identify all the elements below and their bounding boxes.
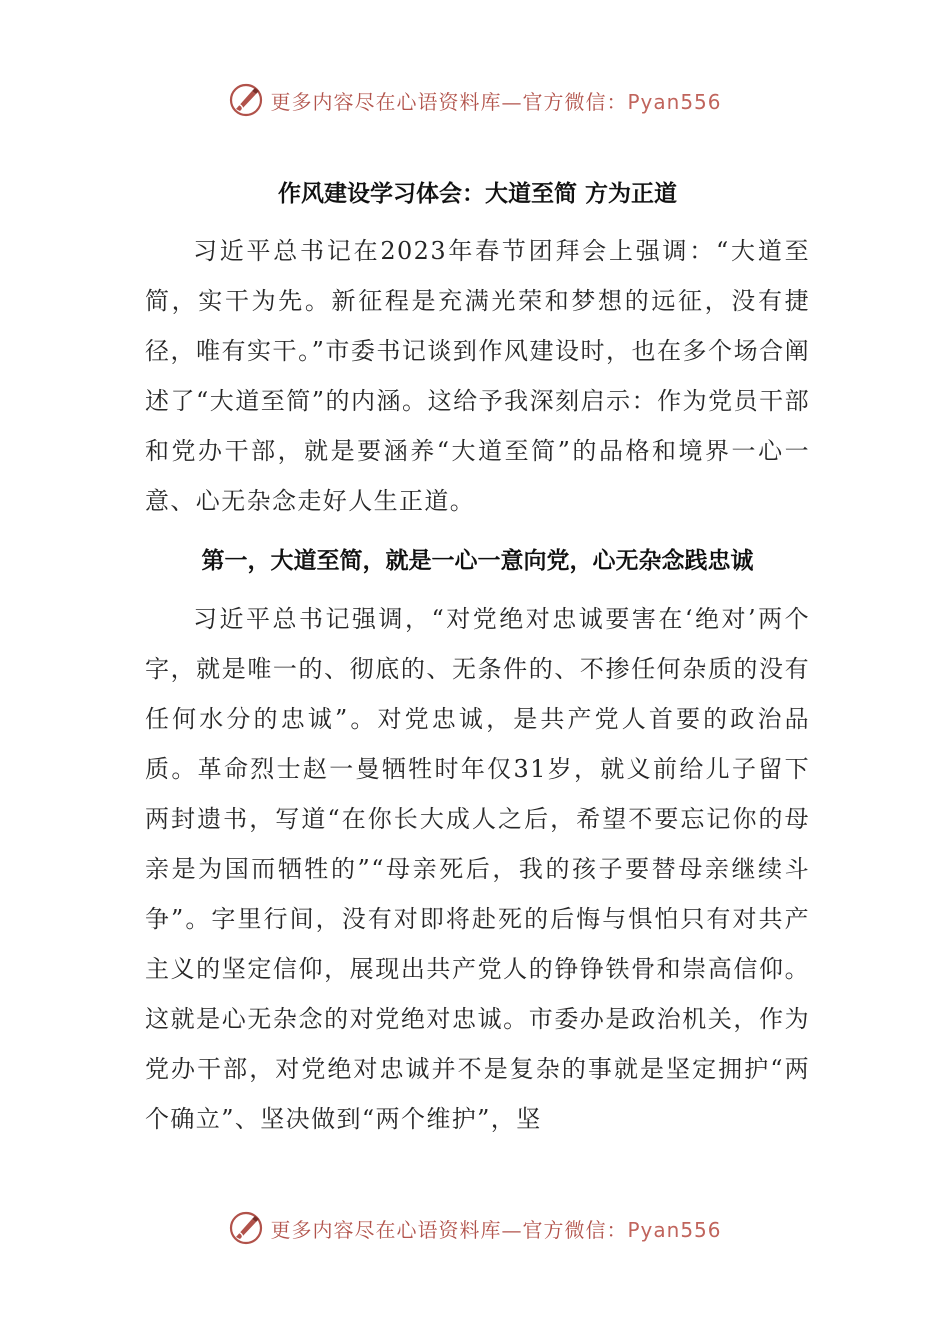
banner-text: 更多内容尽在心语资料库—官方微信：Pyan556: [270, 89, 722, 114]
paragraph-section-1: 习近平总书记强调，“对党绝对忠诚要害在‘绝对’两个字，就是唯一的、彻底的、无条件的、不掺任何杂质的没有任何水分的忠诚”。对党忠诚，是共产党人首要的政治品质。革命烈士赵一曼牺牲时年仅31岁，就义前给儿子留下两封遗书，写道“在你长大成人之后，希望不要忘记你的母亲是为国而牺牲的”“母亲死后，我的孩子要替母亲继续斗争”。字里行间，没有对即将赴死的后悔与惧怕只有对共产主义的坚定信仰，展现出共产党人的铮铮铁骨和崇高信仰。这就是心无杂念的对党绝对忠诚。市委办是政治机关，作为党办干部，对党绝对忠诚并不是复杂的事就是坚定拥护“两个确立”、坚决做到“两个维护”，坚: [145, 605, 810, 1133]
pen-seal-icon: [228, 1210, 264, 1246]
footer-banner: [0, 1210, 950, 1246]
header-banner: [0, 82, 950, 118]
wechat-id: Pyan556: [627, 1217, 722, 1242]
wechat-id: Pyan556: [627, 89, 722, 114]
document-body: [145, 170, 810, 1144]
paragraph-intro: 习近平总书记在2023年春节团拜会上强调：“大道至简，实干为先。新征程是充满光荣和梦想的远征，没有捷径，唯有实干。”市委书记谈到作风建设时，也在多个场合阐述了“大道至简”的内涵。这给予我深刻启示：作为党员干部和党办干部，就是要涵养“大道至简”的品格和境界一心一意、心无杂念走好人生正道。: [145, 237, 810, 515]
document-title: 作风建设学习体会：大道至简 方为正道: [277, 180, 677, 207]
pen-seal-icon: [228, 82, 264, 118]
section-heading-1: 第一，大道至简，就是一心一意向党，心无杂念践忠诚: [201, 547, 754, 574]
banner-text: 更多内容尽在心语资料库—官方微信：Pyan556: [270, 1217, 722, 1242]
